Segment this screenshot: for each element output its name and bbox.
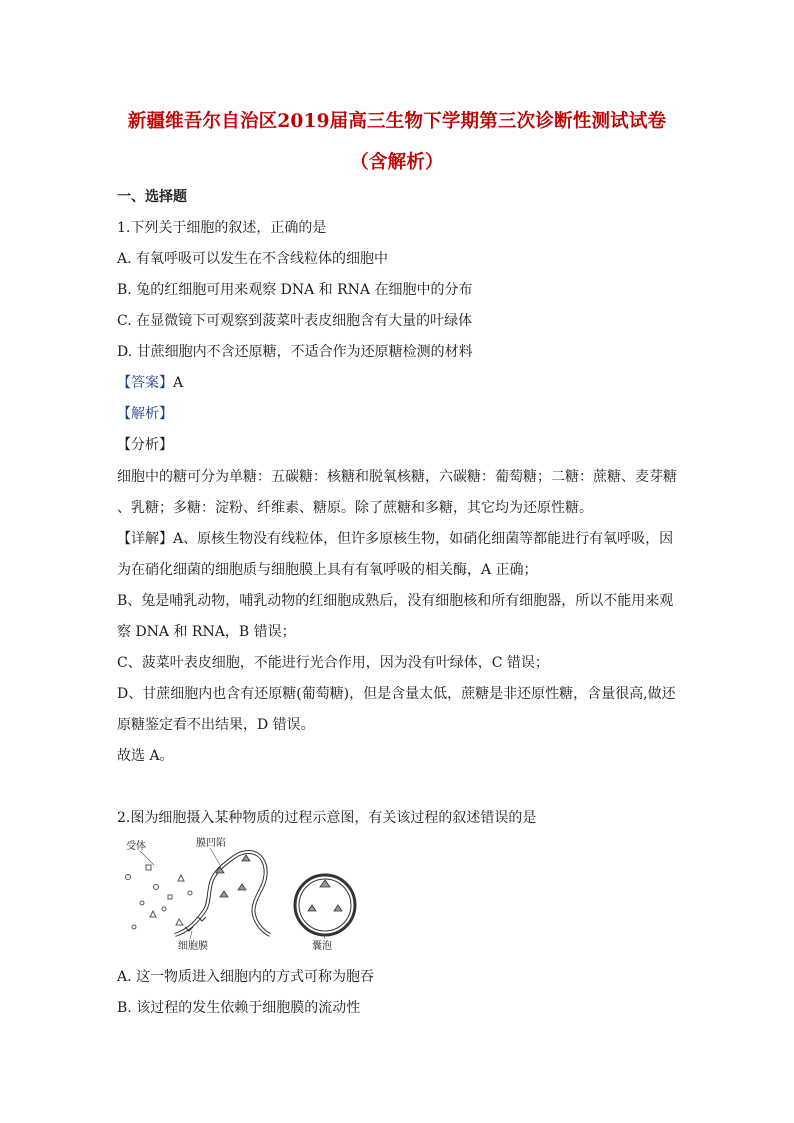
detail-paragraph-line — [117, 528, 673, 548]
particle — [188, 891, 192, 895]
particle — [146, 865, 151, 870]
detail-text-line: 为在硝化细菌的细胞质与细胞膜上具有有氧呼吸的相关酶，A 正确； — [117, 562, 538, 578]
detail-text-line: C、菠菜叶表皮细胞，不能进行光合作用，因为没有叶绿体，C 错误； — [117, 655, 549, 671]
detail-text-line: 察 DNA 和 RNA，B 错误； — [117, 624, 296, 640]
label-membrane: 细胞膜 — [178, 941, 208, 952]
receptor-bound-particle — [220, 891, 228, 897]
q1-answer — [117, 372, 183, 392]
section-heading: 一、选择题 — [117, 189, 187, 205]
particle — [150, 911, 156, 917]
label-pit: 膜凹陷 — [196, 838, 226, 849]
endocytosis-diagram — [120, 835, 365, 955]
vesicle-particle — [308, 905, 316, 911]
particle — [132, 925, 136, 929]
particle — [126, 875, 131, 880]
analysis-sub-label: 【分析】 — [117, 437, 173, 453]
q1-option-b: B. 兔的红细胞可用来观察 DNA 和 RNA 在细胞中的分布 — [117, 282, 473, 298]
particle — [154, 885, 159, 890]
q1-option-c: C. 在显微镜下可观察到菠菜叶表皮细胞含有大量的叶绿体 — [117, 313, 473, 329]
q2-option-a: A. 这一物质进入细胞内的方式可称为胞吞 — [117, 969, 375, 985]
detail-text-line: 原糖鉴定看不出结果，D 错误。 — [117, 717, 315, 733]
particle — [162, 907, 166, 911]
conclusion-line: 故选 A。 — [117, 748, 174, 764]
vesicle-particle — [334, 905, 342, 911]
receptor-bound-particle — [242, 855, 250, 861]
answer-value: A — [173, 375, 184, 391]
label-vesicle: 囊泡 — [312, 941, 332, 952]
q1-stem: 1.下列关于细胞的叙述，正确的是 — [117, 220, 327, 236]
detail-label: 【详解】 — [117, 531, 173, 547]
particle — [168, 895, 172, 899]
particle — [140, 901, 144, 905]
receptor-bound-particle — [238, 884, 246, 890]
document-title-subtitle: （含解析） — [350, 152, 444, 173]
detail-text-line: B、兔是哺乳动物，哺乳动物的红细胞成熟后，没有细胞核和所有细胞器，所以不能用来观 — [117, 593, 674, 609]
answer-label: 【答案】 — [117, 375, 173, 391]
detail-text-line: D、甘蔗细胞内也含有还原糖(葡萄糖)，但是含量太低，蔗糖是非还原性糖，含量很高,做还 — [117, 686, 676, 702]
label-receptor: 受体 — [126, 841, 146, 852]
particle — [176, 919, 183, 925]
detail-text: A、原核生物没有线粒体，但许多原核生物，如硝化细菌等都能进行有氧呼吸，因 — [173, 531, 674, 547]
vesicle-particle — [320, 880, 330, 887]
document-title: 新疆维吾尔自治区2019届高三生物下学期第三次诊断性测试试卷 — [127, 111, 667, 132]
q2-option-b: B. 该过程的发生依赖于细胞膜的流动性 — [117, 1000, 361, 1016]
q2-stem: 2.图为细胞摄入某种物质的过程示意图，有关该过程的叙述错误的是 — [117, 810, 537, 826]
analysis-text-line: 、乳糖；多糖：淀粉、纤维素、糖原。除了蔗糖和多糖，其它均为还原性糖。 — [117, 500, 593, 516]
analysis-text-line: 细胞中的糖可分为单糖：五碳糖：核糖和脱氧核糖，六碳糖：葡萄糖；二糖：蔗糖、麦芽糖 — [117, 469, 677, 485]
analysis-label: 【解析】 — [117, 406, 173, 422]
particle — [178, 875, 184, 881]
q1-option-d: D. 甘蔗细胞内不含还原糖，不适合作为还原糖检测的材料 — [117, 344, 473, 360]
q1-option-a: A. 有氧呼吸可以发生在不含线粒体的细胞中 — [117, 251, 389, 267]
